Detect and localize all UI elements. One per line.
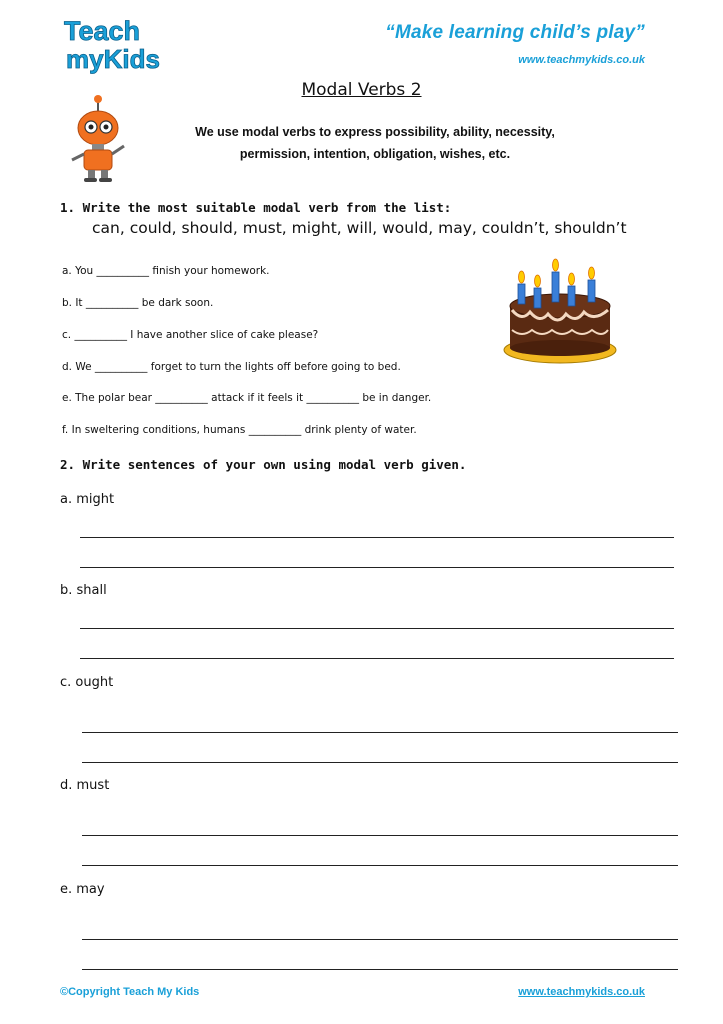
exercise-item-a: a. You __________ finish your homework. xyxy=(62,265,270,277)
exercise-item-c: c. __________ I have another slice of cake please? xyxy=(62,329,319,341)
exercise-item-d: d. We __________ forget to turn the lights off before going to bed. xyxy=(62,361,401,373)
section-1-heading: 1. Write the most suitable modal verb from the list: xyxy=(60,200,452,215)
exercise-item-e: e. The polar bear __________ attack if it feels it __________ be in danger. xyxy=(62,392,432,404)
writing-line[interactable] xyxy=(82,865,678,866)
header-url[interactable]: www.teachmykids.co.uk xyxy=(518,54,645,66)
writing-line[interactable] xyxy=(82,939,678,940)
modal-word-list: can, could, should, must, might, will, would, may, couldn’t, shouldn’t xyxy=(92,219,627,237)
writing-line[interactable] xyxy=(80,537,674,538)
teach-my-kids-logo xyxy=(60,14,170,76)
section-2-heading: 2. Write sentences of your own using modal verb given. xyxy=(60,457,467,472)
robot-illustration xyxy=(68,94,132,182)
exercise-item-f: f. In sweltering conditions, humans __________ drink plenty of water. xyxy=(62,424,417,436)
writing-line[interactable] xyxy=(82,762,678,763)
writing-line[interactable] xyxy=(80,567,674,568)
birthday-cake-illustration xyxy=(502,258,618,366)
footer-url-link[interactable]: www.teachmykids.co.uk xyxy=(518,986,645,998)
prompt-shall: b. shall xyxy=(60,583,107,598)
prompt-might: a. might xyxy=(60,492,115,507)
writing-line[interactable] xyxy=(82,732,678,733)
intro-line-2: permission, intention, obligation, wishes, etc. xyxy=(239,147,511,161)
tagline: “Make learning child’s play” xyxy=(385,22,645,43)
logo-text-bottom: myKids xyxy=(66,44,160,74)
exercise-item-b: b. It __________ be dark soon. xyxy=(62,297,214,309)
page-title: Modal Verbs 2 xyxy=(301,80,422,100)
writing-line[interactable] xyxy=(82,835,678,836)
writing-line[interactable] xyxy=(80,628,674,629)
logo-text-top: Teach xyxy=(64,16,141,46)
intro-text xyxy=(140,121,610,165)
intro-line-1: We use modal verbs to express possibility, ability, necessity, xyxy=(195,125,555,139)
writing-line[interactable] xyxy=(80,658,674,659)
prompt-must: d. must xyxy=(60,778,110,793)
footer-copyright: ©Copyright Teach My Kids xyxy=(60,986,200,998)
writing-line[interactable] xyxy=(82,969,678,970)
prompt-may: e. may xyxy=(60,882,105,897)
prompt-ought: c. ought xyxy=(60,675,114,690)
